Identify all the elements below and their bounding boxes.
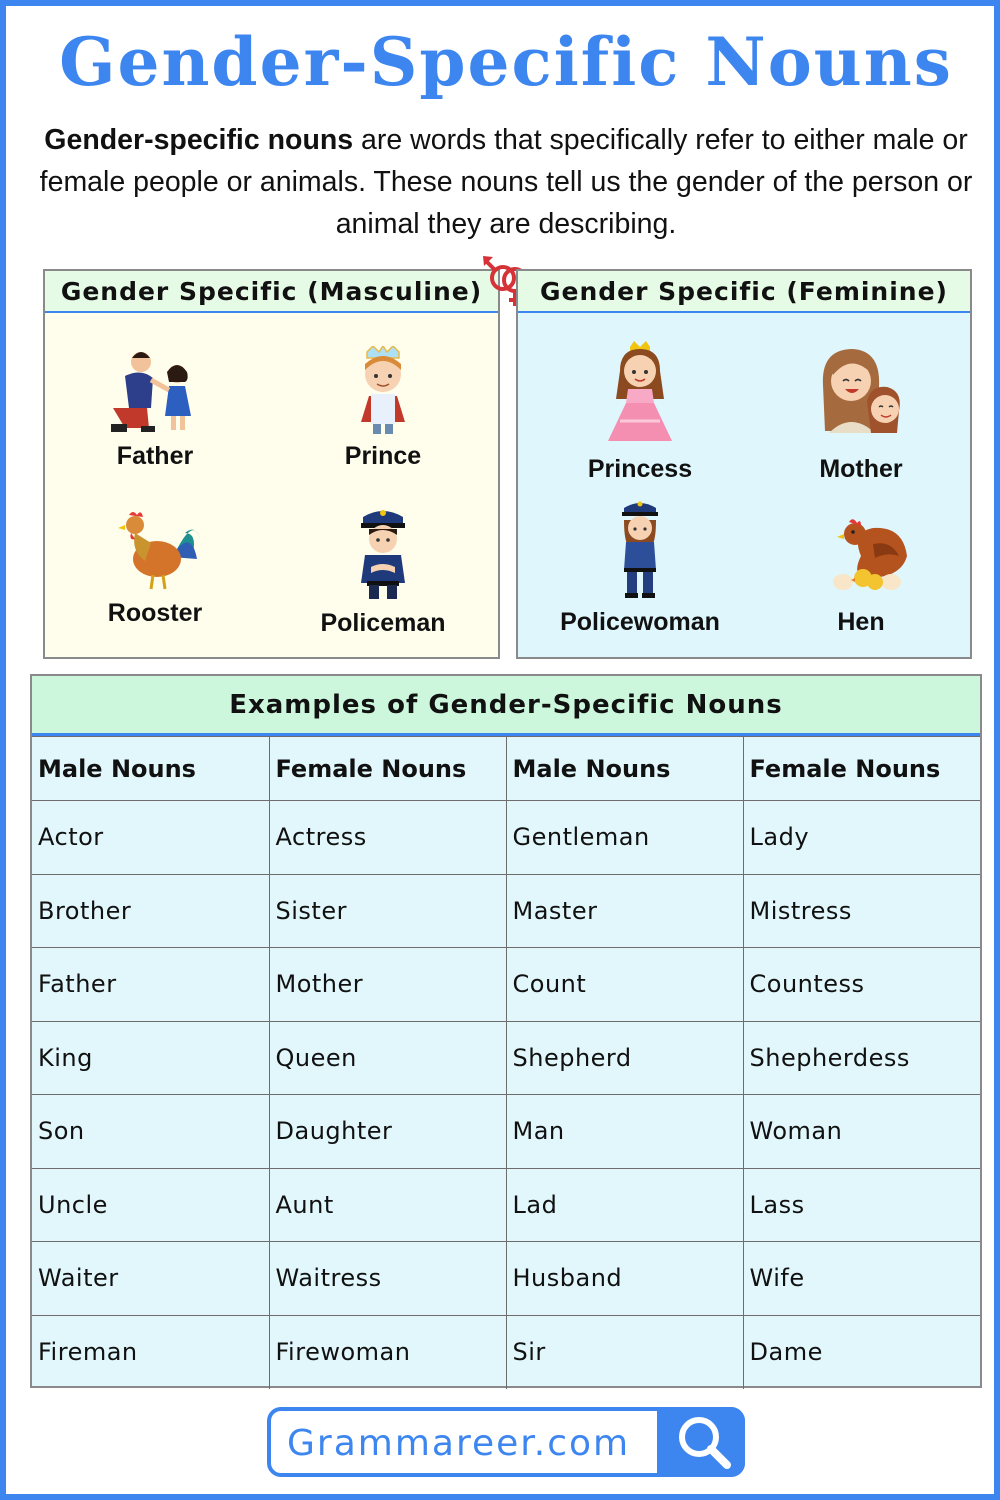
feminine-item-mother <box>761 341 961 484</box>
mother-child-icon <box>811 341 911 449</box>
table-row <box>32 1315 980 1389</box>
page-title: Gender-Specific Nouns <box>59 23 953 101</box>
intro-text: are words that specifically refer to either male or female people or animals. These nouns tell us the gender of the person or animal they are describing. <box>39 124 973 240</box>
intro-bold: Gender-specific nouns <box>44 124 354 156</box>
masculine-item-father <box>55 346 255 471</box>
table-cell: Mistress <box>743 874 980 948</box>
item-label: Father <box>116 442 194 470</box>
masculine-heading: Gender Specific (Masculine) <box>45 271 498 313</box>
table-cell: Lad <box>506 1168 743 1242</box>
item-label: Mother <box>819 455 903 483</box>
table-cell: Countess <box>743 948 980 1022</box>
table-cell: Uncle <box>32 1168 269 1242</box>
table-cell: Actor <box>32 801 269 875</box>
policeman-icon <box>333 503 433 603</box>
item-label: Prince <box>344 442 422 470</box>
table-cell: Actress <box>269 801 506 875</box>
table-cell: Master <box>506 874 743 948</box>
column-header: Male Nouns <box>506 737 743 801</box>
table-cell: Father <box>32 948 269 1022</box>
table-cell: Queen <box>269 1021 506 1095</box>
princess-icon <box>590 341 690 449</box>
table-cell: Mother <box>269 948 506 1022</box>
policewoman-icon <box>590 496 690 602</box>
table-cell: Brother <box>32 874 269 948</box>
table-cell: Sister <box>269 874 506 948</box>
table-cell: Fireman <box>32 1315 269 1389</box>
column-header: Female Nouns <box>269 737 506 801</box>
nouns-table <box>32 736 980 1389</box>
feminine-panel <box>516 269 972 659</box>
rooster-icon <box>105 503 205 593</box>
search-icon[interactable] <box>657 1407 745 1477</box>
column-header: Female Nouns <box>743 737 980 801</box>
prince-icon <box>333 346 433 436</box>
examples-table <box>30 674 982 1388</box>
table-row <box>32 801 980 875</box>
table-cell: Woman <box>743 1095 980 1169</box>
table-cell: Shepherdess <box>743 1021 980 1095</box>
masculine-item-policeman <box>283 503 483 638</box>
feminine-item-princess <box>540 341 740 484</box>
table-row <box>32 1095 980 1169</box>
feminine-item-policewoman <box>540 496 740 637</box>
table-cell: Son <box>32 1095 269 1169</box>
item-label: Rooster <box>107 599 203 627</box>
examples-heading: Examples of Gender-Specific Nouns <box>32 676 980 736</box>
masculine-panel <box>43 269 500 659</box>
table-cell: Waiter <box>32 1242 269 1316</box>
table-cell: Lass <box>743 1168 980 1242</box>
table-cell: Man <box>506 1095 743 1169</box>
table-cell: Wife <box>743 1242 980 1316</box>
table-cell: Firewoman <box>269 1315 506 1389</box>
table-cell: Waitress <box>269 1242 506 1316</box>
masculine-item-prince <box>283 346 483 471</box>
column-header: Male Nouns <box>32 737 269 801</box>
item-label: Hen <box>837 608 885 636</box>
table-header-row <box>32 737 980 801</box>
item-label: Policeman <box>320 609 446 637</box>
table-cell: Count <box>506 948 743 1022</box>
table-cell: Aunt <box>269 1168 506 1242</box>
table-row <box>32 1168 980 1242</box>
masculine-item-rooster <box>55 503 255 628</box>
hen-icon <box>811 496 911 602</box>
table-cell: Husband <box>506 1242 743 1316</box>
table-cell: Gentleman <box>506 801 743 875</box>
table-cell: Lady <box>743 801 980 875</box>
father-child-icon <box>105 346 205 436</box>
brand-badge[interactable] <box>267 1407 745 1477</box>
table-row <box>32 948 980 1022</box>
table-cell: King <box>32 1021 269 1095</box>
brand-text[interactable]: Grammareer.com <box>287 1423 631 1464</box>
table-row <box>32 1021 980 1095</box>
table-cell: Daughter <box>269 1095 506 1169</box>
feminine-item-hen <box>761 496 961 637</box>
item-label: Policewoman <box>560 608 720 636</box>
table-cell: Dame <box>743 1315 980 1389</box>
intro-paragraph <box>36 119 976 245</box>
feminine-heading: Gender Specific (Feminine) <box>518 271 970 313</box>
table-row <box>32 874 980 948</box>
item-label: Princess <box>587 455 693 483</box>
table-row <box>32 1242 980 1316</box>
table-cell: Shepherd <box>506 1021 743 1095</box>
table-cell: Sir <box>506 1315 743 1389</box>
